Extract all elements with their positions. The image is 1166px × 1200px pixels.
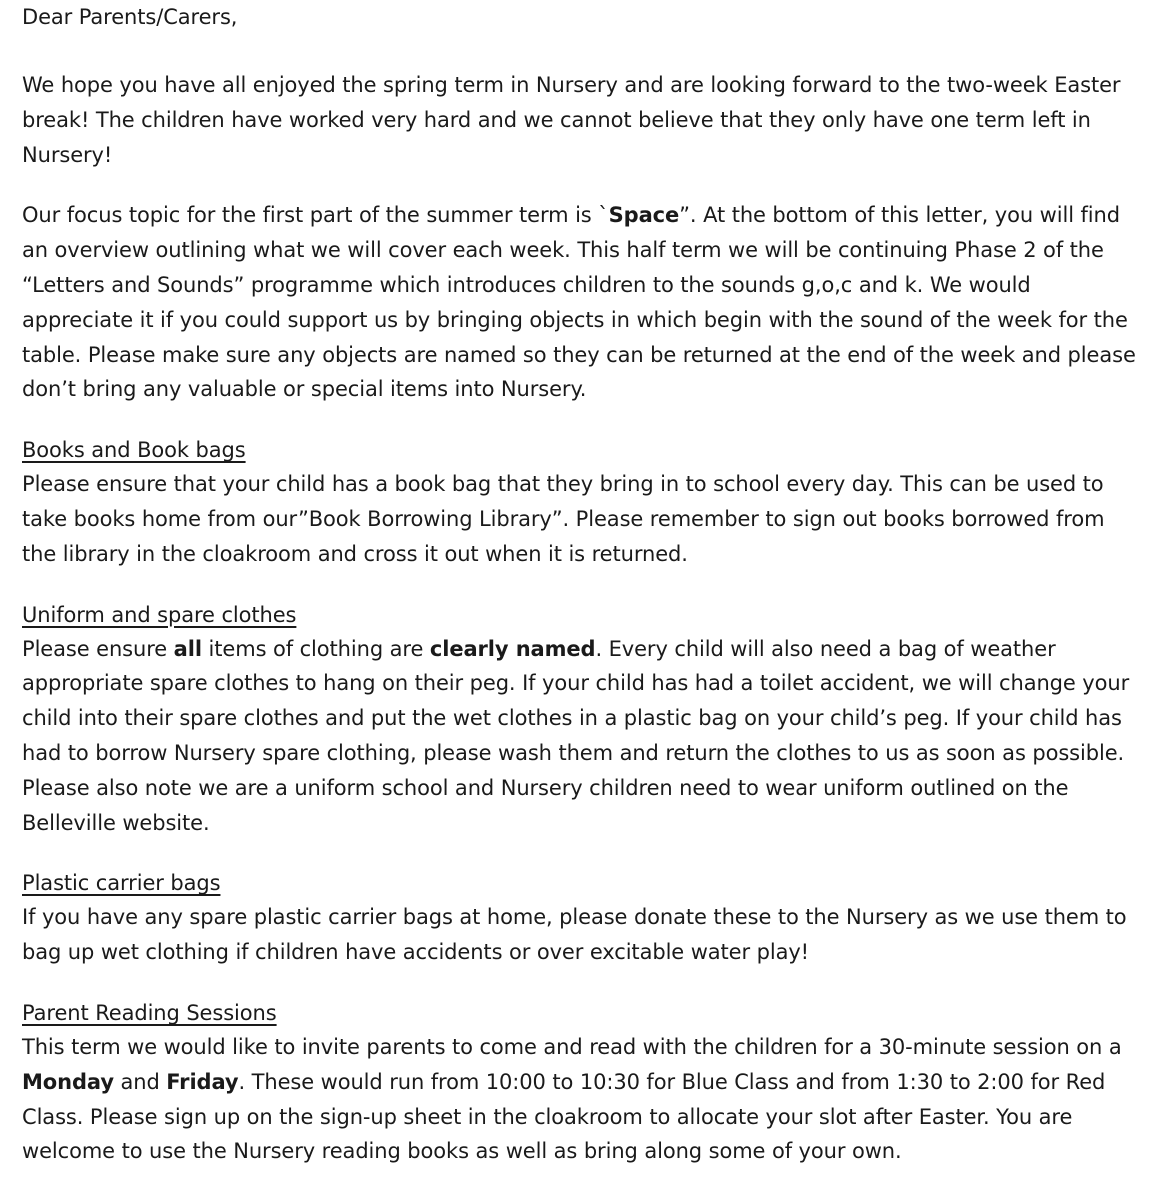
books-paragraph: Please ensure that your child has a book bag that they bring in to school every day. This can be used to take books home from our”Book Borrowing Library”. Please remember to sign out books borrowed from the library in the cloakroom and cross it out when it is returned.	[22, 472, 1105, 566]
spacer	[22, 34, 1144, 68]
carrier-heading: Plastic carrier bags	[22, 871, 221, 896]
reading-text-2: and	[113, 1069, 167, 1094]
uniform-bold-all: all	[173, 636, 202, 661]
reading-bold-monday: Monday	[22, 1069, 114, 1094]
spacer	[22, 970, 1144, 996]
spacer	[22, 840, 1144, 866]
focus-text-1: Our focus topic for the first part of the summer term is `	[22, 203, 609, 228]
reading-paragraph	[22, 1030, 1144, 1169]
uniform-text-2: items of clothing are	[201, 636, 430, 661]
carrier-paragraph: If you have any spare plastic carrier bags at home, please donate these to the Nursery as we use them to bag up wet clothing if children have accidents or over excitable water play!	[22, 905, 1127, 965]
spacer	[22, 572, 1144, 598]
reading-text-1: This term we would like to invite parents to come and read with the children for a 30-minute session on a	[22, 1034, 1122, 1059]
spacer	[22, 407, 1144, 433]
uniform-bold-named: clearly named	[429, 636, 596, 661]
uniform-heading: Uniform and spare clothes	[22, 602, 297, 627]
uniform-paragraph	[22, 632, 1144, 841]
greeting: Dear Parents/Carers,	[22, 5, 238, 29]
intro-paragraph: We hope you have all enjoyed the spring term in Nursery and are looking forward to the two-week Easter break! The children have worked very hard and we cannot believe that they only have one term left in Nursery!	[22, 73, 1121, 167]
uniform-text-1: Please ensure	[22, 636, 174, 661]
reading-text-3: . These would run from 10:00 to 10:30 for Blue Class and from 1:30 to 2:00 for Red Class. Please sign up on the sign-up sheet in the cloakroom to allocate your slot after Easter. You are welcome to use the Nursery reading books as well as bring along some of your own.	[22, 1069, 1106, 1164]
reading-bold-friday: Friday	[166, 1069, 239, 1094]
books-heading: Books and Book bags	[22, 438, 246, 463]
focus-topic: Space	[608, 203, 680, 228]
focus-text-2: ”. At the bottom of this letter, you will find an overview outlining what we will cover each week. This half term we will be continuing Phase 2 of the “Letters and Sounds” programme which introduces children to the sounds g,o,c and k. We would appreciate it if you could support us by bringing objects in which begin with the sound of the week for the table. Please make sure any objects are named so they can be returned at the end of the week and please don’t bring any valuable or special items into Nursery.	[22, 203, 1136, 402]
focus-paragraph	[22, 198, 1144, 407]
uniform-text-3: . Every child will also need a bag of weather appropriate spare clothes to hang on their peg. If your child has had a toilet accident, we will change your child into their spare clothes and put the wet clothes in a plastic bag on your child’s peg. If your child has had to borrow Nursery spare clothing, please wash them and return the clothes to us as soon as possible. Please also note we are a uniform school and Nursery children need to wear uniform outlined on the Belleville website.	[22, 636, 1130, 835]
spacer	[22, 172, 1144, 198]
reading-heading: Parent Reading Sessions	[22, 1000, 277, 1025]
